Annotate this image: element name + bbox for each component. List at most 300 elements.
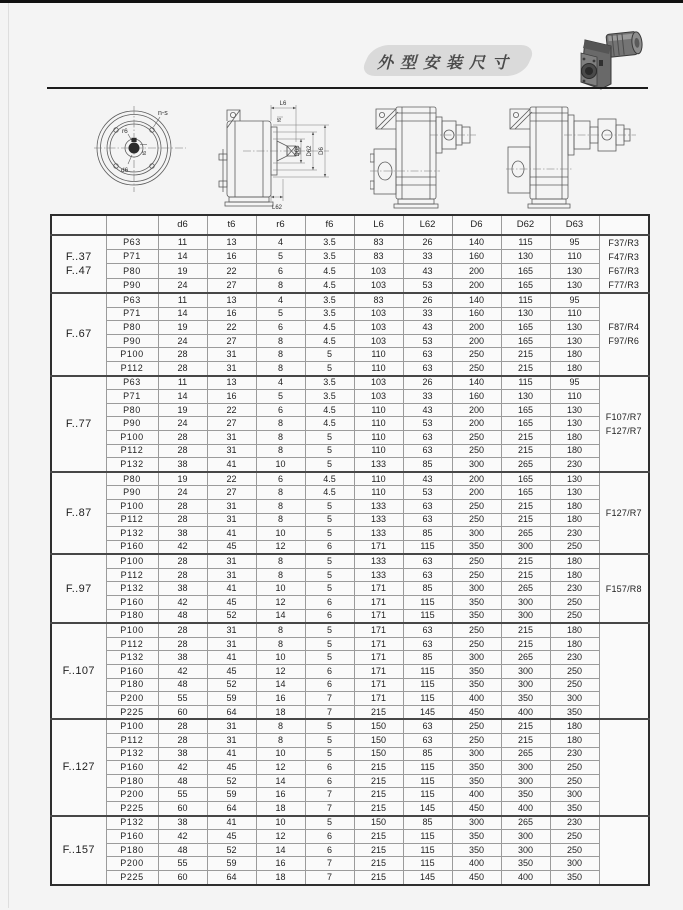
value-cell: 43 (403, 472, 452, 486)
value-cell: 133 (354, 513, 403, 527)
label-t6: t6 (142, 150, 148, 155)
model-cell: P63 (106, 235, 158, 250)
value-cell: 450 (452, 870, 501, 884)
value-cell: 180 (550, 348, 599, 362)
value-cell: 11 (158, 293, 207, 307)
value-cell: 38 (158, 458, 207, 472)
value-cell: 28 (158, 637, 207, 651)
model-cell: P90 (106, 417, 158, 431)
value-cell: 171 (354, 540, 403, 554)
value-cell: 42 (158, 540, 207, 554)
value-cell: 200 (452, 334, 501, 348)
value-cell: 14 (256, 843, 305, 857)
value-cell: 19 (158, 321, 207, 335)
value-cell: 200 (452, 472, 501, 486)
value-cell: 115 (501, 293, 550, 307)
value-cell: 250 (550, 540, 599, 554)
value-cell: 300 (501, 678, 550, 692)
value-cell: 59 (207, 857, 256, 871)
value-cell: 350 (452, 830, 501, 844)
value-cell: 63 (403, 568, 452, 582)
value-cell: 300 (501, 665, 550, 679)
value-cell: 350 (550, 870, 599, 884)
value-cell: 5 (305, 458, 354, 472)
value-cell: 31 (207, 513, 256, 527)
value-cell: 42 (158, 830, 207, 844)
value-cell: 5 (305, 444, 354, 458)
value-cell: 133 (354, 458, 403, 472)
ref-line: F87/R4 (608, 322, 640, 333)
value-cell: 165 (501, 264, 550, 278)
value-cell: 215 (354, 843, 403, 857)
ref-line: F67/R3 (608, 266, 640, 276)
value-cell: 110 (354, 486, 403, 500)
value-cell: 5 (256, 250, 305, 264)
value-cell: 350 (501, 857, 550, 871)
value-cell: 103 (354, 390, 403, 404)
value-cell: 115 (403, 596, 452, 610)
value-cell: 250 (452, 637, 501, 651)
group-label (51, 235, 106, 293)
value-cell: 150 (354, 816, 403, 830)
flange-front-view-drawing (86, 104, 191, 200)
value-cell: 130 (550, 417, 599, 431)
value-cell: 250 (550, 774, 599, 788)
value-cell: 63 (403, 348, 452, 362)
value-cell: 85 (403, 651, 452, 665)
group-label-line: F..77 (65, 417, 92, 430)
value-cell: 200 (452, 403, 501, 417)
value-cell: 28 (158, 361, 207, 375)
value-cell: 215 (354, 705, 403, 719)
model-cell: P80 (106, 403, 158, 417)
value-cell: 250 (452, 499, 501, 513)
value-cell: 171 (354, 665, 403, 679)
value-cell: 33 (403, 390, 452, 404)
model-cell: P112 (106, 734, 158, 748)
value-cell: 6 (305, 774, 354, 788)
value-cell: 64 (207, 705, 256, 719)
value-cell: 5 (256, 307, 305, 321)
value-cell: 180 (550, 719, 599, 733)
value-cell: 110 (550, 390, 599, 404)
ref-line: F127/R7 (605, 425, 642, 436)
value-cell: 42 (158, 665, 207, 679)
value-cell: 215 (501, 444, 550, 458)
value-cell: 165 (501, 278, 550, 293)
value-cell: 19 (158, 472, 207, 486)
value-cell: 450 (452, 801, 501, 815)
value-cell: 28 (158, 348, 207, 362)
value-cell: 6 (305, 540, 354, 554)
column-header: L6 (354, 215, 403, 235)
value-cell: 38 (158, 651, 207, 665)
value-cell: 5 (305, 719, 354, 733)
label-L62: L62 (271, 205, 283, 211)
value-cell: 27 (207, 417, 256, 431)
value-cell: 63 (403, 554, 452, 568)
value-cell: 103 (354, 334, 403, 348)
value-cell: 300 (550, 788, 599, 802)
value-cell: 6 (305, 761, 354, 775)
value-cell: 31 (207, 430, 256, 444)
value-cell: 22 (207, 472, 256, 486)
value-cell: 4.5 (305, 472, 354, 486)
ref-line: F107/R7 (605, 411, 642, 422)
value-cell: 52 (207, 843, 256, 857)
value-cell: 55 (158, 692, 207, 706)
value-cell: 350 (452, 678, 501, 692)
value-cell: 3.5 (305, 376, 354, 390)
value-cell: 115 (501, 235, 550, 250)
value-cell: 215 (354, 774, 403, 788)
value-cell: 5 (305, 499, 354, 513)
group-label (51, 719, 106, 815)
value-cell: 8 (256, 734, 305, 748)
value-cell: 300 (501, 830, 550, 844)
group-label (51, 472, 106, 555)
value-cell: 115 (403, 665, 452, 679)
group-label (51, 293, 106, 376)
value-cell: 133 (354, 527, 403, 541)
title-underline (47, 87, 648, 89)
value-cell: 5 (305, 554, 354, 568)
value-cell: 7 (305, 857, 354, 871)
value-cell: 63 (403, 444, 452, 458)
value-cell: 10 (256, 816, 305, 830)
value-cell: 63 (403, 499, 452, 513)
model-cell: P200 (106, 692, 158, 706)
value-cell: 110 (354, 472, 403, 486)
value-cell: 160 (452, 307, 501, 321)
value-cell: 350 (501, 788, 550, 802)
value-cell: 18 (256, 870, 305, 884)
value-cell: 12 (256, 596, 305, 610)
value-cell: 7 (305, 692, 354, 706)
value-cell: 215 (354, 830, 403, 844)
value-cell: 55 (158, 788, 207, 802)
value-cell: 10 (256, 458, 305, 472)
value-cell: 250 (550, 596, 599, 610)
model-cell: P63 (106, 376, 158, 390)
value-cell: 350 (452, 665, 501, 679)
value-cell: 45 (207, 596, 256, 610)
value-cell: 103 (354, 278, 403, 293)
dimension-table (50, 214, 650, 886)
column-header (599, 215, 649, 235)
value-cell: 31 (207, 444, 256, 458)
value-cell: 150 (354, 734, 403, 748)
value-cell: 265 (501, 747, 550, 761)
model-cell: P132 (106, 651, 158, 665)
value-cell: 38 (158, 582, 207, 596)
value-cell: 350 (452, 596, 501, 610)
value-cell: 215 (354, 870, 403, 884)
column-header: d6 (158, 215, 207, 235)
value-cell: 115 (403, 540, 452, 554)
value-cell: 230 (550, 651, 599, 665)
group-label-line: F..47 (65, 265, 92, 277)
value-cell: 16 (256, 692, 305, 706)
value-cell: 55 (158, 857, 207, 871)
value-cell: 4.5 (305, 278, 354, 293)
value-cell: 8 (256, 486, 305, 500)
value-cell: 165 (501, 472, 550, 486)
group-label-line: F..107 (62, 665, 95, 678)
value-cell: 31 (207, 623, 256, 637)
value-cell: 215 (354, 801, 403, 815)
side-view-dimension-drawing (213, 97, 351, 215)
label-L6: L6 (279, 101, 287, 107)
value-cell: 12 (256, 665, 305, 679)
value-cell: 4.5 (305, 321, 354, 335)
value-cell: 10 (256, 747, 305, 761)
value-cell: 350 (452, 774, 501, 788)
value-cell: 171 (354, 637, 403, 651)
value-cell: 4 (256, 376, 305, 390)
model-cell: P132 (106, 816, 158, 830)
value-cell: 83 (354, 250, 403, 264)
value-cell: 110 (354, 417, 403, 431)
value-cell: 130 (550, 472, 599, 486)
value-cell: 400 (452, 788, 501, 802)
model-cell: P160 (106, 830, 158, 844)
value-cell: 5 (305, 734, 354, 748)
model-cell: P80 (106, 264, 158, 278)
value-cell: 6 (256, 472, 305, 486)
value-cell: 28 (158, 444, 207, 458)
value-cell: 24 (158, 278, 207, 293)
value-cell: 230 (550, 582, 599, 596)
value-cell: 16 (256, 857, 305, 871)
value-cell: 4.5 (305, 486, 354, 500)
value-cell: 103 (354, 264, 403, 278)
value-cell: 165 (501, 417, 550, 431)
model-cell: P100 (106, 348, 158, 362)
value-cell: 52 (207, 609, 256, 623)
value-cell: 145 (403, 801, 452, 815)
value-cell: 215 (501, 719, 550, 733)
value-cell: 171 (354, 609, 403, 623)
value-cell: 250 (550, 761, 599, 775)
value-cell: 3.5 (305, 250, 354, 264)
value-cell: 16 (256, 788, 305, 802)
value-cell: 5 (305, 816, 354, 830)
group-label (51, 554, 106, 623)
value-cell: 230 (550, 816, 599, 830)
value-cell: 7 (305, 870, 354, 884)
value-cell: 115 (403, 830, 452, 844)
value-cell: 215 (501, 513, 550, 527)
value-cell: 4.5 (305, 334, 354, 348)
column-header: f6 (305, 215, 354, 235)
value-cell: 41 (207, 816, 256, 830)
value-cell: 45 (207, 540, 256, 554)
value-cell: 400 (501, 801, 550, 815)
value-cell: 8 (256, 278, 305, 293)
value-cell: 140 (452, 235, 501, 250)
value-cell: 300 (452, 816, 501, 830)
value-cell: 215 (501, 430, 550, 444)
value-cell: 24 (158, 417, 207, 431)
value-cell: 215 (501, 637, 550, 651)
value-cell: 43 (403, 264, 452, 278)
value-cell: 130 (501, 250, 550, 264)
value-cell: 115 (403, 774, 452, 788)
value-cell: 5 (305, 568, 354, 582)
value-cell: 215 (501, 361, 550, 375)
value-cell: 300 (550, 857, 599, 871)
value-cell: 31 (207, 637, 256, 651)
value-cell: 10 (256, 527, 305, 541)
value-cell: 180 (550, 568, 599, 582)
value-cell: 26 (403, 293, 452, 307)
value-cell: 150 (354, 747, 403, 761)
value-cell: 85 (403, 747, 452, 761)
value-cell: 38 (158, 527, 207, 541)
value-cell: 171 (354, 596, 403, 610)
value-cell: 5 (305, 747, 354, 761)
value-cell: 10 (256, 582, 305, 596)
value-cell: 83 (354, 235, 403, 250)
model-cell: P112 (106, 637, 158, 651)
value-cell: 27 (207, 334, 256, 348)
value-cell: 180 (550, 499, 599, 513)
value-cell: 215 (354, 788, 403, 802)
value-cell: 171 (354, 651, 403, 665)
group-label (51, 376, 106, 472)
value-cell: 300 (501, 540, 550, 554)
value-cell: 171 (354, 692, 403, 706)
value-cell: 63 (403, 734, 452, 748)
model-cell: P160 (106, 761, 158, 775)
value-cell: 250 (452, 361, 501, 375)
value-cell: 33 (403, 250, 452, 264)
value-cell: 180 (550, 444, 599, 458)
value-cell: 165 (501, 403, 550, 417)
value-cell: 110 (354, 348, 403, 362)
value-cell: 45 (207, 665, 256, 679)
group-label-line: F..37 (65, 251, 92, 263)
column-header (51, 215, 106, 235)
value-cell: 300 (452, 527, 501, 541)
value-cell: 200 (452, 486, 501, 500)
value-cell: 215 (501, 734, 550, 748)
value-cell: 5 (305, 348, 354, 362)
model-cell: P90 (106, 486, 158, 500)
model-cell: P100 (106, 554, 158, 568)
value-cell: 140 (452, 376, 501, 390)
column-header: D63 (550, 215, 599, 235)
model-cell: P71 (106, 390, 158, 404)
value-cell: 95 (550, 235, 599, 250)
label-D6: D6 (319, 147, 325, 155)
model-cell: P90 (106, 278, 158, 293)
value-cell: 130 (550, 321, 599, 335)
value-cell: 95 (550, 376, 599, 390)
value-cell: 6 (256, 264, 305, 278)
ref-cell (599, 816, 649, 885)
label-D62: D62 (307, 145, 313, 157)
value-cell: 45 (207, 761, 256, 775)
value-cell: 7 (305, 801, 354, 815)
value-cell: 59 (207, 692, 256, 706)
model-cell: P132 (106, 527, 158, 541)
model-cell: P63 (106, 293, 158, 307)
ref-cell (599, 472, 649, 555)
value-cell: 265 (501, 527, 550, 541)
value-cell: 250 (452, 513, 501, 527)
value-cell: 43 (403, 321, 452, 335)
value-cell: 130 (550, 278, 599, 293)
value-cell: 28 (158, 554, 207, 568)
column-header: D62 (501, 215, 550, 235)
scan-edge-top (0, 0, 683, 3)
value-cell: 43 (403, 403, 452, 417)
value-cell: 350 (452, 761, 501, 775)
value-cell: 6 (305, 830, 354, 844)
value-cell: 133 (354, 554, 403, 568)
ref-cell (599, 376, 649, 472)
value-cell: 350 (501, 692, 550, 706)
value-cell: 38 (158, 747, 207, 761)
value-cell: 19 (158, 264, 207, 278)
model-cell: P71 (106, 250, 158, 264)
value-cell: 8 (256, 430, 305, 444)
value-cell: 53 (403, 486, 452, 500)
value-cell: 48 (158, 843, 207, 857)
value-cell: 4 (256, 235, 305, 250)
value-cell: 8 (256, 334, 305, 348)
model-cell: P132 (106, 747, 158, 761)
model-cell: P112 (106, 444, 158, 458)
value-cell: 63 (403, 623, 452, 637)
value-cell: 215 (501, 499, 550, 513)
value-cell: 52 (207, 678, 256, 692)
value-cell: 5 (305, 623, 354, 637)
value-cell: 400 (452, 857, 501, 871)
value-cell: 165 (501, 486, 550, 500)
value-cell: 13 (207, 293, 256, 307)
value-cell: 5 (305, 527, 354, 541)
value-cell: 130 (501, 307, 550, 321)
value-cell: 115 (403, 843, 452, 857)
value-cell: 180 (550, 554, 599, 568)
model-cell: P80 (106, 321, 158, 335)
value-cell: 250 (452, 348, 501, 362)
model-cell: P180 (106, 843, 158, 857)
value-cell: 115 (403, 788, 452, 802)
value-cell: 52 (207, 774, 256, 788)
value-cell: 22 (207, 264, 256, 278)
ref-line: F127/R7 (605, 508, 642, 518)
value-cell: 250 (452, 444, 501, 458)
value-cell: 28 (158, 513, 207, 527)
value-cell: 5 (305, 513, 354, 527)
value-cell: 200 (452, 321, 501, 335)
value-cell: 300 (501, 609, 550, 623)
ref-cell (599, 719, 649, 815)
model-cell: P100 (106, 430, 158, 444)
value-cell: 250 (452, 719, 501, 733)
value-cell: 110 (354, 430, 403, 444)
value-cell: 115 (403, 857, 452, 871)
gearmotor-photo (571, 26, 645, 90)
value-cell: 26 (403, 235, 452, 250)
model-cell: P225 (106, 870, 158, 884)
ref-cell (599, 235, 649, 293)
value-cell: 140 (452, 293, 501, 307)
